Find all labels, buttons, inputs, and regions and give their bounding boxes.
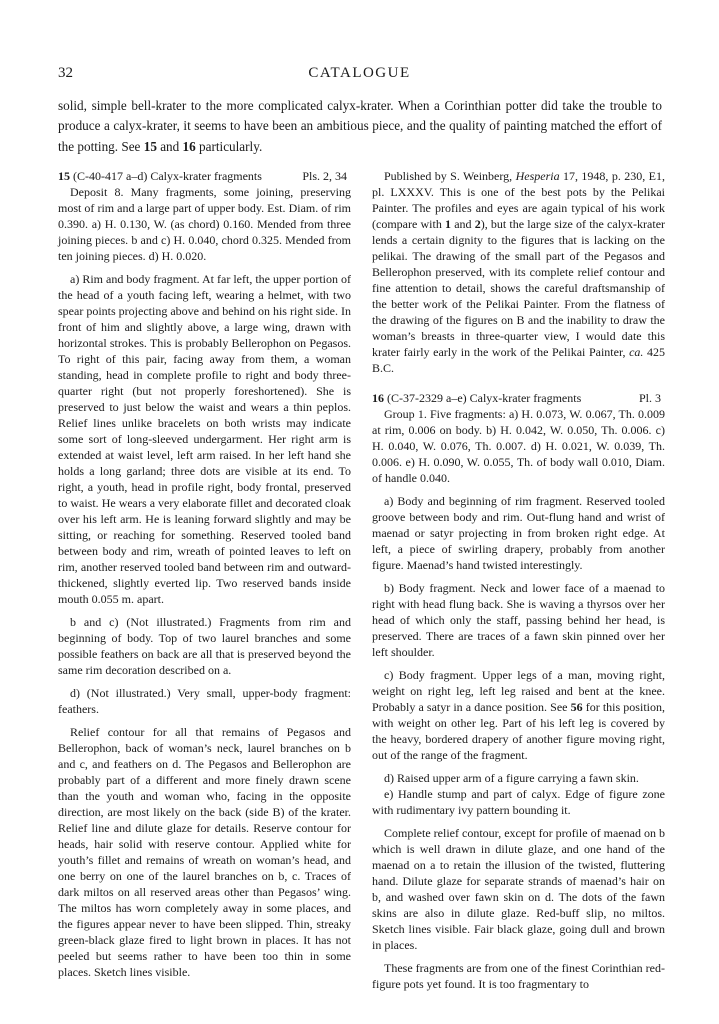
entry-15-technique: Relief contour for all that remains of Pegasos and Bellerophon, back of woman’s neck, laurel branches on b and c, and feathers on d. The Pegasos and Bellerophon are probably part of a different and more finely drawn scene than the youth and woman who, facing in the opposite direction, are most likely on the back (side B) of the krater. Relief line and dilute glaze for details. Reserve contour for heads, hair solid with reserve contour. Applied white for youth’s fillet and remains of wreath on woman’s head, and one berry on one of the laurel branches on b, c. Traces of dark miltos on all reserved areas other than Pegasos’ wing. The miltos has worn completely away in some places, and the figures appear never to have been slipped. Thin, streaky green-black glaze fired to light brown in places. It has not peeled but seems rather to have been too thin in some places. Sketch lines visible. xyxy=(58,725,351,979)
intro-paragraph xyxy=(58,96,662,157)
ref-2: 2 xyxy=(474,217,481,231)
running-head: CATALOGUE xyxy=(308,65,411,81)
entry-16-plates: Pl. 3 xyxy=(638,391,661,405)
entry-16-fragment-c xyxy=(372,667,665,763)
entry-16-technique: Complete relief contour, except for profile of maenad on b which is well drawn in dilute glaze, and one hand of the maenad on a to retain the illusion of the twisted, fluttering hand. Dilute glaze for separate strands of maenad’s hair on b, and washed over fawn skin on d. The dots of the fawn skins are also in dilute glaze. Red-buff slip, no miltos. Sketch lines visible. Fair black glaze, going dull and brown in places. xyxy=(372,826,665,952)
entry-15-heading xyxy=(58,168,351,184)
entry-16-discussion: These fragments are from one of the finest Corinthian red-figure pots yet found. It is too fragmentary to xyxy=(372,961,665,991)
entry-16-number: 16 xyxy=(372,391,384,405)
fragment-c-text-2: for this position, with weight on other leg. Part of his left leg is covered by the heavy, bordered drapery of another figure moving right, out of the range of the fragment. xyxy=(372,700,665,762)
intro-text: solid, simple bell-krater to the more complicated calyx-krater. When a Corinthian potter did take the trouble to produce a calyx-krater, it seems to have been an ambitious piece, and the quality of painting matched the effort of the potting. See xyxy=(58,98,662,154)
entry-16-fragment-d: d) Raised upper arm of a figure carrying a fawn skin. xyxy=(384,771,639,785)
entry-15-publication xyxy=(372,168,665,376)
circa: ca. xyxy=(629,345,644,359)
journal-title: Hesperia xyxy=(515,169,560,183)
fragment-c-text: c) Body fragment. Upper legs of a man, moving right, weight on right leg, left leg raised and bent at the knee. Probably a satyr in a dance position. See xyxy=(372,668,665,714)
intro-and: and xyxy=(156,138,183,154)
right-column xyxy=(372,168,665,992)
ref-56: 56 xyxy=(570,700,583,714)
entry-16-title xyxy=(372,390,581,406)
entry-16-description: Group 1. Five fragments: a) H. 0.073, W. 0.067, Th. 0.009 at rim, 0.006 on body. b) H. 0.042, W. 0.050, Th. 0.006. c) H. 0.040, W. 0.076, Th. 0.007. d) H. 0.021, W. 0.039, Th. 0.006. e) H. 0.090, W. 0.055, Th. of body wall 0.010, Diam. of handle 0.040. xyxy=(372,407,665,485)
publication-text-2: 17, 1948, p. 230, E1, pl. LXXXV. This is one of the best pots by the Pelikai Painter. The profiles and eyes are again typical of his work (compare with xyxy=(372,169,665,231)
entry-16-fragment-e: e) Handle stump and part of calyx. Edge of figure zone with rudimentary ivy pattern bounding it. xyxy=(372,787,665,817)
ref-1: 1 xyxy=(445,217,452,231)
page-number: 32 xyxy=(58,65,73,81)
entry-15-fragment-a: a) Rim and body fragment. At far left, the upper portion of the head of a youth facing left, wearing a helmet, with two spear points projecting above and behind on his right side. In front of him and slightly above, a large wing, drawn with horizontal strokes. This is probably Bellerophon on Pegasos. To right of this pair, facing away from them, a woman standing, head in complete profile to right and body three-quarter right (but not properly foreshortened). She is preserved to just below the waist and wears a thin peplos. Relief lines unlike bracelets on both wrists may indicate some sort of long-sleeved undergarment. Her right arm is extended at waist level, left arm raised. In her left hand she holds a long garland; three dots are visible at its end. To right, a youth, head in profile right, body frontal, preserved to waist. He wears a very elaborate fillet and decorated cloak over his left arm. He is leaning forward slightly and may be sitting, or reaching for something. Reserved tooled band between body and rim, wreath of pointed leaves to left on rim, another reserved tooled band between rim and outward-thickened, slightly everted lip. Two reserved bands inside mouth 0.055 m. apart. xyxy=(58,272,351,606)
intro-text-end: particularly. xyxy=(195,138,263,154)
entry-15-number: 15 xyxy=(58,169,70,183)
entry-15-inventory: (C-40-417 a–d) Calyx-krater fragments xyxy=(70,169,262,183)
publication-date: 425 B.C. xyxy=(372,345,666,375)
entry-15-fragment-d: d) (Not illustrated.) Very small, upper-body fragment: feathers. xyxy=(58,686,351,716)
entry-15-description: Deposit 8. Many fragments, some joining, preserving most of rim and a large part of upper body. Est. Diam. of rim 0.390. a) H. 0.130, W. (as chord) 0.160. Mended from three joining pieces. b and c) H. 0.040, chord 0.325. Mended from ten joining pieces. d) H. 0.020. xyxy=(58,185,351,263)
publication-text-3: ), but the large size of the calyx-krater lends a certain dignity to the figures that is lacking on the pelikai. The drawing of the small part of the Pegasos and Bellerophon preserved, with its complete relief contour and fine attention to detail, shows the careful draftsmanship of the better work of the Pelikai Painter. From the flatness of the drawing of the figures on B and the inability to draw the woman’s breasts in three-quarter view, I would date this krater fairly early in the work of the Pelikai Painter, xyxy=(372,217,666,359)
ref-15: 15 xyxy=(143,138,157,154)
entry-16-fragment-b: b) Body fragment. Neck and lower face of a maenad to right with head flung back. She is waving a thyrsos over her head of which only the staff, passing behind her head, is preserved. There are traces of a fawn skin pinned over her left shoulder. xyxy=(372,581,665,659)
left-column xyxy=(58,168,351,980)
entry-16-fragment-a: a) Body and beginning of rim fragment. Reserved tooled groove between body and rim. Out-flung hand and wrist of maenad or satyr projecting in from broken right edge. At left, a piece of swirling drapery, probably from another figure. Maenad’s hand twisted interestingly. xyxy=(372,494,665,572)
entry-15-plates: Pls. 2, 34 xyxy=(302,169,347,183)
entry-16-inventory: (C-37-2329 a–e) Calyx-krater fragments xyxy=(384,391,582,405)
entry-15-title xyxy=(58,168,262,184)
entry-16-heading xyxy=(372,390,665,406)
entry-15-fragment-bc: b and c) (Not illustrated.) Fragments from rim and beginning of body. Top of two laurel branches and some possible feathers on back are all that is preserved beyond the same rim decoration described on a. xyxy=(58,615,351,677)
ref-16: 16 xyxy=(182,138,196,154)
publication-text: Published by S. Weinberg, xyxy=(384,169,516,183)
publication-and: and xyxy=(451,217,475,231)
